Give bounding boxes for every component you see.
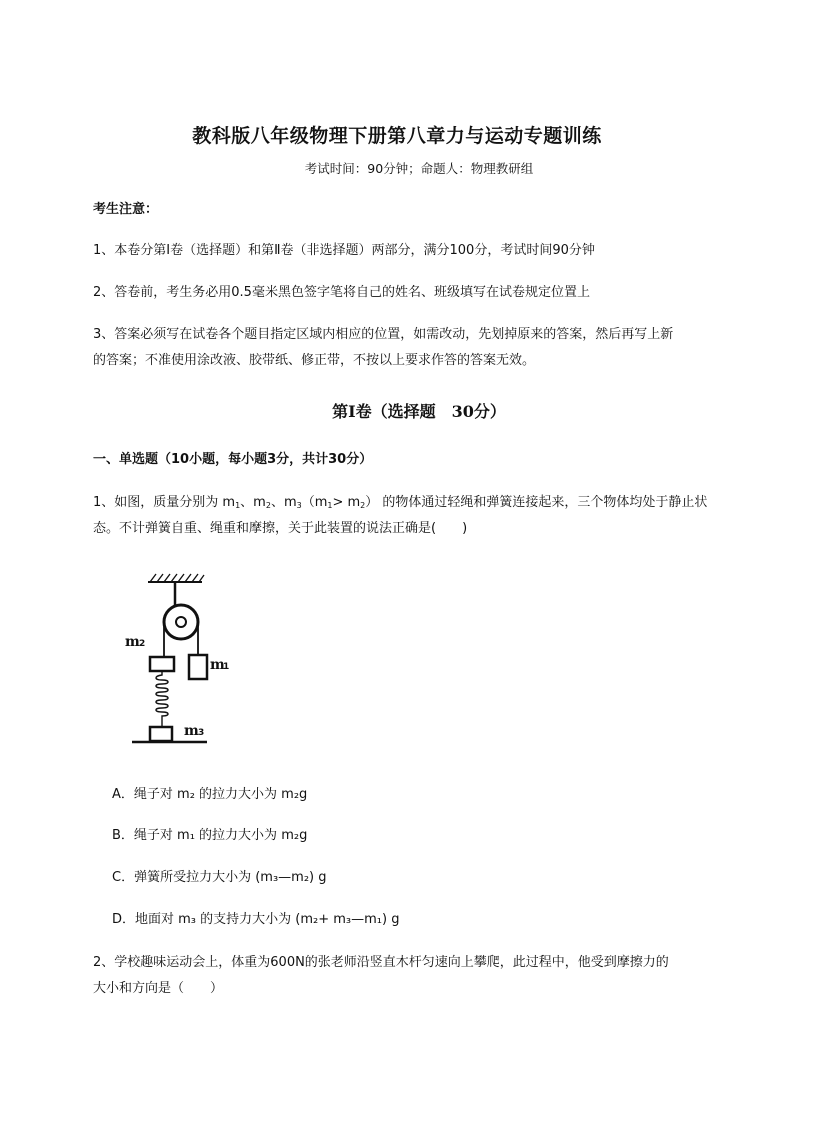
pulley-hub	[176, 617, 186, 627]
spring	[156, 671, 168, 727]
svg-text:2: 2	[139, 639, 146, 649]
svg-text:3: 3	[198, 728, 205, 738]
question-1-line-1-rest: 的物体通过轻绳和弹簧连接起来，三个物体均处于静止状	[378, 495, 708, 510]
block-m3	[150, 727, 172, 741]
option-b: B．绳子对 m₁ 的拉力大小为 m₂g	[112, 828, 308, 843]
block-m1	[189, 655, 207, 679]
document-subtitle: 考试时间：90分钟；命题人：物理教研组	[304, 161, 534, 176]
document-title: 教科版八年级物理下册第八章力与运动专题训练	[192, 125, 602, 147]
section-title: 第Ⅰ卷（选择题 30分）	[332, 402, 506, 421]
notice-item-2: 2、答卷前，考生务必用0.5毫米黑色签字笔将自己的姓名、班级填写在试卷规定位置上	[93, 285, 590, 300]
label-m3: m	[184, 723, 199, 739]
question-2-line-2: 大小和方向是（ ）	[93, 981, 224, 996]
notice-item-1: 1、本卷分第Ⅰ卷（选择题）和第Ⅱ卷（非选择题）两部分，满分100分，考试时间90分钟	[93, 243, 595, 258]
part-heading: 一、单选题（10小题，每小题3分，共计30分）	[93, 452, 373, 467]
notice-heading: 考生注意：	[93, 202, 159, 217]
label-m2: m	[125, 634, 140, 650]
question-1-line-2: 态。不计弹簧自重、绳重和摩擦，关于此装置的说法正确是( )	[93, 521, 468, 536]
question-2-line-1: 2、学校趣味运动会上，体重为600N的张老师沿竖直木杆匀速向上攀爬，此过程中，他受到摩擦力的	[93, 955, 669, 970]
svg-text:1: 1	[223, 662, 230, 672]
notice-item-3: 3、答案必须写在试卷各个题目指定区域内相应的位置，如需改动，先划掉原来的答案，然后再写上新	[93, 327, 674, 342]
notice-item-3-continued: 的答案；不准使用涂改液、胶带纸、修正带，不按以上要求作答的答案无效。	[93, 353, 536, 368]
block-m2	[150, 657, 174, 671]
question-1-line-1-text: 1、如图，质量分别为 m	[93, 495, 236, 510]
ceiling-hatch	[150, 574, 204, 582]
question-1-line-1: 1、如图，质量分别为 $m_1$、$m_2$、$m_3(m_1> m_2)$ 的物体通过轻绳和弹簧连接起来，三个物体均处于静止状	[93, 495, 708, 510]
label-m1: m	[210, 657, 225, 673]
option-c: C．弹簧所受拉力大小为 (m₃—m₂) g	[112, 870, 327, 885]
pulley-spring-diagram	[118, 565, 228, 745]
option-d: D．地面对 m₃ 的支持力大小为 (m₂+ m₃—m₁) g	[112, 912, 400, 927]
option-a: A．绳子对 m₂ 的拉力大小为 m₂g	[112, 787, 308, 802]
